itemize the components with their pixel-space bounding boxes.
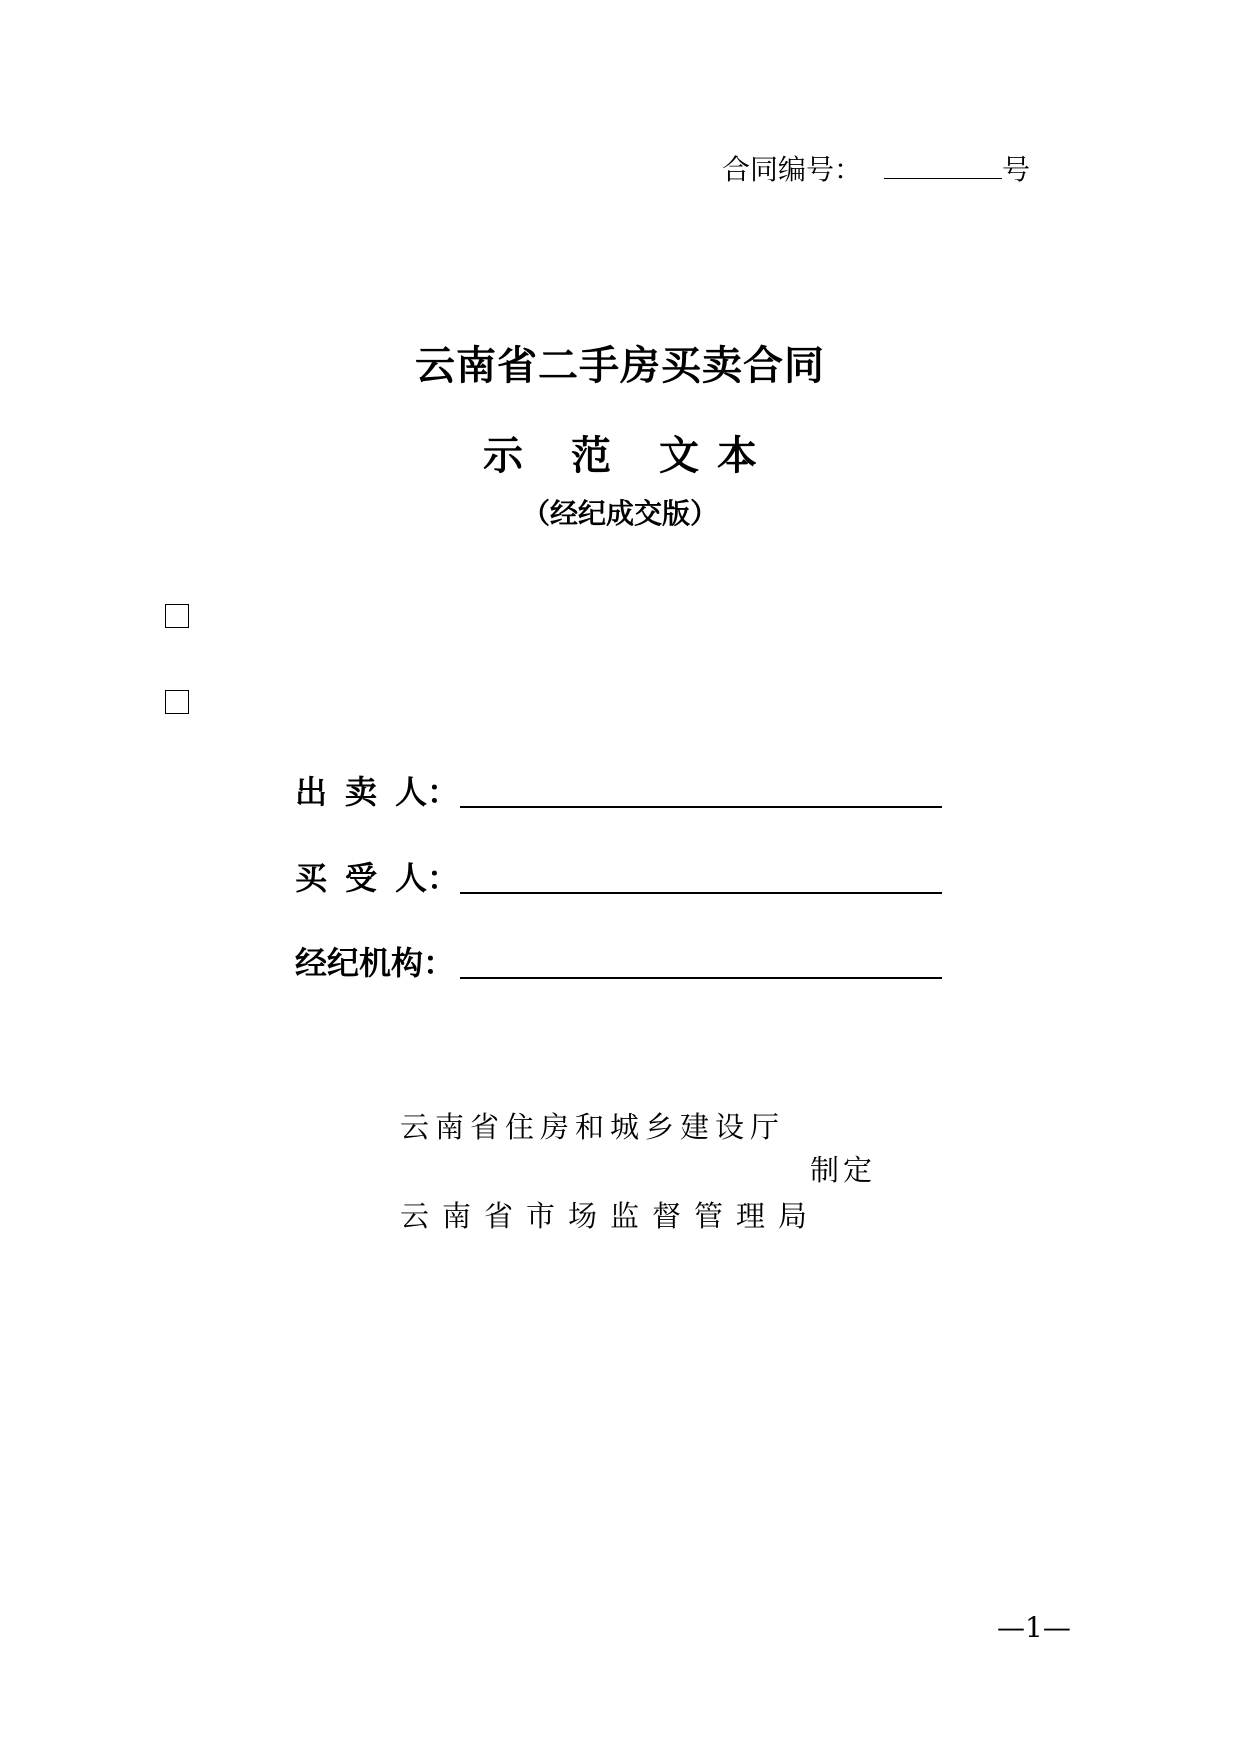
seller-input-line[interactable] (460, 806, 942, 808)
buyer-label: 买 受 人： (295, 859, 460, 897)
contract-number-blank[interactable] (884, 154, 1002, 179)
issuer-housing-dept: 云南省住房和城乡建设厅 (400, 1110, 786, 1144)
document-subtitle (0, 428, 1240, 484)
contract-number (722, 150, 1030, 190)
buyer-input-line[interactable] (460, 892, 942, 894)
contract-number-label: 合同编号： (722, 153, 863, 186)
seller-label: 出 卖 人： (295, 773, 460, 811)
issuer-made-by: 制定 (810, 1153, 877, 1187)
contract-number-suffix: 号 (1002, 153, 1031, 186)
subtitle-char: 本 (717, 433, 757, 479)
option-checkbox-1[interactable] (165, 604, 189, 628)
agency-label: 经纪机构： (295, 944, 456, 982)
subtitle-char: 示 (483, 433, 523, 479)
subtitle-char: 文 (659, 433, 699, 479)
document-edition: （经纪成交版） (521, 497, 718, 530)
option-checkbox-2[interactable] (165, 690, 189, 714)
issuer-market-bureau: 云南省市场监督管理局 (400, 1199, 821, 1233)
document-title: 云南省二手房买卖合同 (415, 343, 825, 389)
agency-input-line[interactable] (460, 977, 942, 979)
subtitle-char: 范 (571, 433, 611, 479)
page-number: —1— (997, 1611, 1071, 1644)
